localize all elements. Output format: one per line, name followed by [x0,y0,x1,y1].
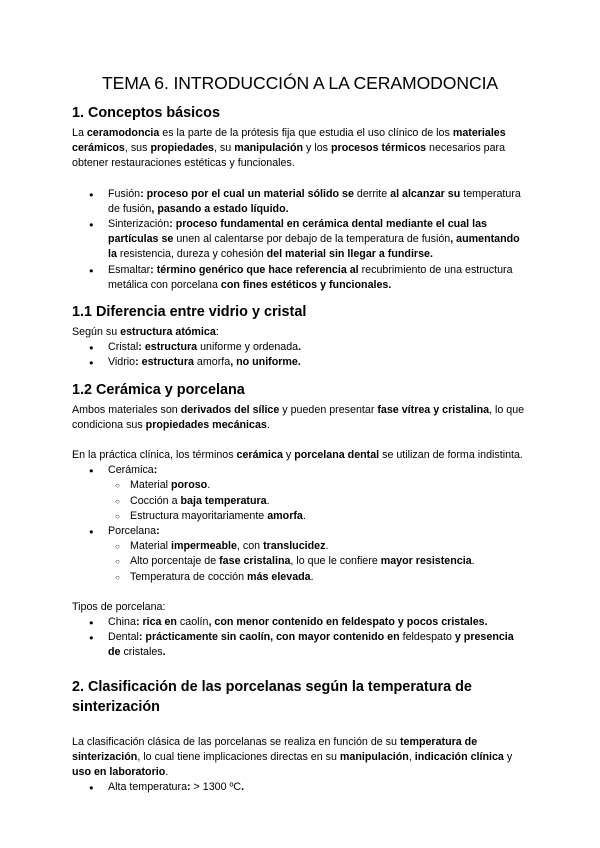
text-run: resistencia, dureza y cohesión [119,248,264,261]
section-heading: 1. Conceptos básicos [72,105,220,121]
text-run: > 1300 ºC [193,781,242,794]
text-run: : [215,326,219,339]
text-run: Fusión [108,187,141,200]
text-run: . [165,766,169,779]
bullet-list [72,463,528,585]
bold-text: fase vítrea y cristalina [377,403,490,416]
text-run: Porcelana [108,525,157,538]
text-run: se utilizan de forma indistinta. [379,449,523,462]
text-run: Vidrio [108,356,136,369]
paragraph [72,403,528,433]
bold-text: : término genérico que hace referencia al [150,263,362,276]
text-run: Alta temperatura [108,781,188,794]
paragraph [72,448,528,463]
bold-text: , pasando a estado líquido. [151,202,289,215]
text-run: Temperatura de cocción [130,570,248,583]
bold-text: propiedades [150,142,214,155]
list-item [108,615,528,630]
list-item [130,494,528,509]
text-run: y los [303,142,331,155]
text-run: Material [130,540,171,553]
list-item-text [108,525,160,537]
bold-text: baja temperatura [180,494,267,507]
bold-text: : estructura [135,356,197,369]
text-run: , lo cual tiene implicaciones directas en su [137,750,340,763]
list-item [108,187,528,217]
text-run: China [108,616,136,629]
list-item [108,780,528,795]
bullet-list [72,340,528,370]
text-run: Ambos materiales son [72,403,181,416]
bold-text: uso en laboratorio [72,766,166,779]
bold-text: . [241,781,245,794]
bold-text: ceramodoncia [86,127,160,139]
text-run: y [503,750,513,763]
bold-text: temperatura de sinterización [72,735,478,763]
bold-text: derivados del sílice [180,403,280,416]
list-item [130,478,528,493]
section-vidrio-cristal [72,303,528,371]
text-run: , lo que condiciona sus [72,403,525,431]
section-heading: 1.1 Diferencia entre vidrio y cristal [72,304,307,321]
bold-text: cerámica [236,449,283,462]
text-run: . [266,494,270,507]
list-item [130,570,528,585]
bold-text: y presencia de [108,631,514,659]
bold-text: translucidez [263,540,326,553]
bold-text: fase cristalina [219,555,291,568]
bold-text: estructura atómica [120,326,216,339]
bold-text: al alcanzar su [387,187,464,200]
bold-text: amorfa [267,509,303,522]
paragraph: Tipos de porcelana: [72,600,166,613]
bold-text: : [153,464,158,477]
bold-text: . [298,341,302,354]
text-run: . [471,555,475,568]
text-run: y [282,449,295,462]
text-run: uniforme y ordenada [200,341,299,354]
bold-text: más elevada [247,570,311,583]
list-item-text [108,464,157,476]
text-run: Cerámica [108,464,154,477]
section-heading: 2. Clasificación de las porcelanas según la temperatura de sinterización [72,678,472,715]
text-run: Cocción a [130,494,181,507]
list-item [108,630,528,660]
bold-text: : proceso fundamental en cerámica dental mediante el cual las partículas se [108,218,487,246]
text-run: necesarios para obtener restauraciones estéticas y funcionales. [72,142,506,170]
bold-text: : proceso por el cual un material sólido se [140,187,357,200]
section-ceramica-porcelana [72,381,528,661]
bold-text: , no uniforme. [230,356,301,369]
text-run: Dental [108,631,139,644]
text-run: temperatura de fusión [108,187,521,215]
text-run: . [207,479,211,492]
text-run: , lo que le confiere [290,555,381,568]
text-run: Estructura mayoritariamente [130,509,268,522]
bold-text: del material sin llegar a fundirse. [263,248,433,261]
bold-text: propiedades mecánicas [145,418,267,431]
text-run: La clasificación clásica de las porcelanas se realiza en función de su [72,735,400,748]
bold-text: impermeable [170,540,237,553]
text-run: , con [236,540,264,553]
paragraph [72,325,528,340]
text-run: Material [130,479,171,492]
list-item [108,340,528,355]
section-conceptos-basicos [72,104,528,293]
page-title: TEMA 6. INTRODUCCIÓN A LA CERAMODONCIA [101,73,499,93]
text-run: , su [213,142,235,155]
text-run: . [310,570,314,583]
text-run: recubrimiento de una estructura metálica con porcelana [108,263,513,291]
bold-text: porcelana dental [294,449,380,462]
text-run: . [266,418,270,431]
bold-text: : estructura [138,341,201,354]
list-item [130,554,528,569]
bold-text: , aumentando la [108,233,520,261]
bold-text: : prácticamente sin caolín, con mayor contenido en [138,631,403,644]
bold-text: procesos térmicos [331,142,427,155]
bullet-list [72,615,528,661]
text-run: La [72,127,87,139]
bold-text: poroso [170,479,208,492]
text-run: Esmaltar [108,263,151,276]
bold-text: indicación clínica [414,750,504,763]
text-run: . [325,540,329,553]
list-item [108,263,528,293]
text-run: y pueden presentar [279,403,378,416]
text-run: Según su [72,326,121,339]
bold-text: con fines estéticos y funcionales. [217,278,392,291]
bullet-list [72,780,528,795]
text-run: cristales [123,646,163,659]
list-item [108,524,528,585]
text-run: amorfa [196,356,231,369]
section-clasificacion [72,677,528,796]
bold-text: , con menor contenido en feldespato y pocos cristales. [208,616,488,629]
bold-text: manipulación [234,142,304,155]
text-run: caolín [179,616,209,629]
bold-text: : rica en [135,616,180,629]
bold-text: . [162,646,166,659]
list-item [108,217,528,263]
list-item [130,509,528,524]
text-run: En la práctica clínica, los términos [72,449,237,462]
bullet-list [72,187,528,293]
text-run: Sinterización [108,218,170,231]
text-run: feldespato [402,631,452,644]
paragraph [72,735,528,781]
list-item [130,539,528,554]
bold-text: materiales cerámicos [72,127,506,155]
text-run: Alto porcentaje de [130,555,220,568]
text-run: unen al calentarse por debajo de la temperatura de fusión [176,233,451,246]
bold-text: manipulación [339,750,409,763]
list-item [108,355,528,370]
bold-text: : [187,781,194,794]
paragraph [72,126,528,172]
section-heading: 1.2 Cerámica y porcelana [72,381,245,398]
list-item [108,463,528,524]
text-run: es la parte de la prótesis fija que estudia el uso clínico de los [159,127,453,139]
text-run: Cristal [108,341,139,354]
bold-text: mayor resistencia [380,555,472,568]
sub-list [108,539,528,585]
text-run: , sus [124,142,151,155]
sub-list [108,478,528,524]
bold-text: : [156,525,160,538]
text-run: derrite [356,187,388,200]
text-run: . [302,509,306,522]
text-run: , [408,750,415,763]
